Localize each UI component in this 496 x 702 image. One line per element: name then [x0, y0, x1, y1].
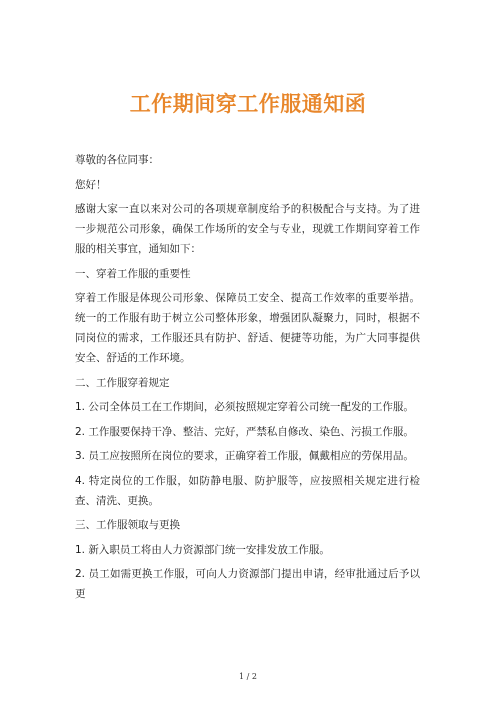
list-item: 1. 新入职员工将由人力资源部门统一安排发放工作服。 — [75, 543, 330, 556]
list-item: 1. 公司全体员工在工作期间，必须按照规定穿着公司统一配发的工作服。 — [75, 401, 414, 413]
section-heading: 二、工作服穿着规定 — [75, 376, 170, 389]
salutation: 尊敬的各位同事： — [75, 154, 159, 166]
paragraph: 穿着工作服是体现公司形象、保障员工安全、提高工作效率的重要举措。统一的工作服有助于树立公司整体形象，增强团队凝聚力，同时，根据不同岗位的需求，工作服还具有防护、舒适、便捷等功能，为广大同事提供安全、舒适的工作环境。 — [75, 292, 420, 364]
list-item: 2. 员工如需更换工作服，可向人力资源部门提出申请，经审批通过后予以更 — [75, 568, 420, 600]
document-body — [75, 150, 420, 609]
section-heading: 三、工作服领取与更换 — [75, 519, 180, 531]
intro-paragraph: 感谢大家一直以来对公司的各项规章制度给予的积极配合与支持。为了进一步规范公司形象，确保工作场所的安全与专业，现就工作期间穿着工作服的相关事宜，通知如下： — [75, 203, 420, 255]
greeting: 您好！ — [75, 178, 107, 191]
section-heading: 一、穿着工作服的重要性 — [75, 267, 191, 280]
list-item: 4. 特定岗位的工作服，如防静电服、防护服等，应按照相关规定进行检查、清洗、更换。 — [75, 474, 420, 507]
list-item: 3. 员工应按照所在岗位的要求，正确穿着工作服，佩戴相应的劳保用品。 — [75, 450, 414, 462]
list-item: 2. 工作服要保持干净、整洁、完好，严禁私自修改、染色、污损工作服。 — [75, 425, 414, 438]
document-title: 工作期间穿工作服通知函 — [129, 92, 367, 116]
page-indicator: 1 / 2 — [239, 672, 257, 681]
